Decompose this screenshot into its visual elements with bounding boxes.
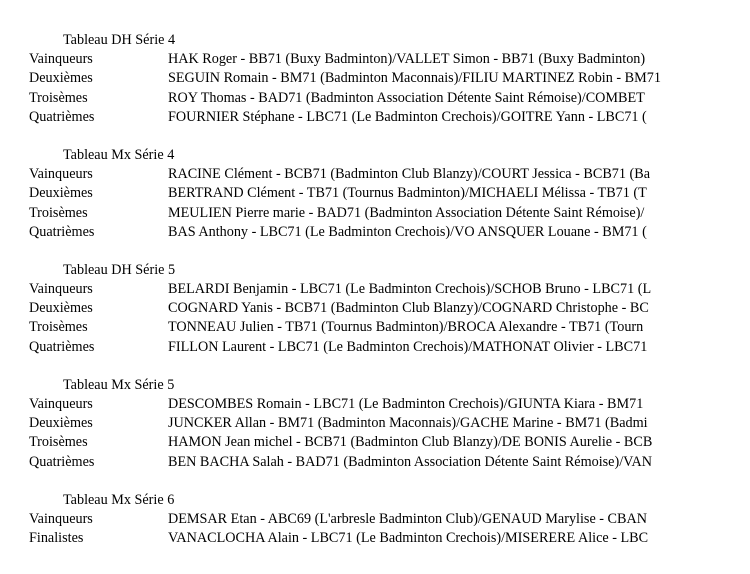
results-document <box>0 31 750 567</box>
section-dh-serie-4 <box>0 31 750 127</box>
players-value: BERTRAND Clément - TB71 (Tournus Badminton)/MICHAELI Mélissa - TB71 (T <box>168 185 647 202</box>
rank-label: Deuxièmes <box>29 185 93 202</box>
result-row <box>0 395 750 414</box>
rank-label: Deuxièmes <box>29 70 93 87</box>
players-value: ROY Thomas - BAD71 (Badminton Association Détente Saint Rémoise)/COMBET <box>168 89 645 106</box>
result-row <box>0 529 750 548</box>
rank-label: Quatrièmes <box>29 108 95 125</box>
section-mx-serie-6 <box>0 491 750 549</box>
result-row <box>0 50 750 69</box>
players-value: DEMSAR Etan - ABC69 (L'arbresle Badminton Club)/GENAUD Marylise - CBAN <box>168 510 647 527</box>
rank-label: Finalistes <box>29 530 84 547</box>
result-row <box>0 338 750 357</box>
players-value: JUNCKER Allan - BM71 (Badminton Maconnais)/GACHE Marine - BM71 (Badmi <box>168 415 648 432</box>
rank-label: Vainqueurs <box>29 281 93 298</box>
section-title: Tableau DH Série 4 <box>63 32 176 48</box>
result-row <box>0 223 750 242</box>
result-row <box>0 280 750 299</box>
rank-label: Troisèmes <box>29 319 88 336</box>
result-row <box>0 204 750 223</box>
result-row <box>0 510 750 529</box>
rank-label: Quatrièmes <box>29 338 95 355</box>
rank-label: Troisèmes <box>29 204 88 221</box>
rank-label: Deuxièmes <box>29 300 93 317</box>
rank-label: Vainqueurs <box>29 510 93 527</box>
section-mx-serie-4 <box>0 146 750 242</box>
players-value: BELARDI Benjamin - LBC71 (Le Badminton Crechois)/SCHOB Bruno - LBC71 (L <box>168 281 652 298</box>
rank-label: Troisèmes <box>29 89 88 106</box>
rank-label: Troisèmes <box>29 434 88 451</box>
result-row <box>0 414 750 433</box>
result-row <box>0 453 750 472</box>
rank-label: Vainqueurs <box>29 51 93 68</box>
players-value: SEGUIN Romain - BM71 (Badminton Maconnais)/FILIU MARTINEZ Robin - BM71 <box>168 70 661 87</box>
result-row <box>0 165 750 184</box>
players-value: MEULIEN Pierre marie - BAD71 (Badminton Association Détente Saint Rémoise)/ <box>168 204 645 221</box>
result-row <box>0 69 750 88</box>
rank-label: Quatrièmes <box>29 223 95 240</box>
players-value: VANACLOCHA Alain - LBC71 (Le Badminton Crechois)/MISERERE Alice - LBC <box>168 530 649 547</box>
players-value: DESCOMBES Romain - LBC71 (Le Badminton Crechois)/GIUNTA Kiara - BM71 <box>168 396 644 412</box>
result-row <box>0 318 750 337</box>
players-value: HAK Roger - BB71 (Buxy Badminton)/VALLET Simon - BB71 (Buxy Badminton) <box>168 51 646 68</box>
players-value: HAMON Jean michel - BCB71 (Badminton Club Blanzy)/DE BONIS Aurelie - BCB <box>168 434 653 451</box>
players-value: BAS Anthony - LBC71 (Le Badminton Crechois)/VO ANSQUER Louane - BM71 ( <box>168 223 647 240</box>
players-value: COGNARD Yanis - BCB71 (Badminton Club Blanzy)/COGNARD Christophe - BC <box>168 300 649 317</box>
section-title: Tableau DH Série 5 <box>63 261 176 278</box>
players-value: FILLON Laurent - LBC71 (Le Badminton Crechois)/MATHONAT Olivier - LBC71 <box>168 338 648 355</box>
section-mx-serie-5 <box>0 376 750 472</box>
players-value: FOURNIER Stéphane - LBC71 (Le Badminton Crechois)/GOITRE Yann - LBC71 ( <box>168 108 647 125</box>
rank-label: Vainqueurs <box>29 166 93 183</box>
section-dh-serie-5 <box>0 261 750 357</box>
rank-label: Deuxièmes <box>29 415 93 432</box>
result-row <box>0 108 750 127</box>
section-title: Tableau Mx Série 4 <box>63 146 175 163</box>
result-row <box>0 299 750 318</box>
rank-label: Quatrièmes <box>29 453 95 470</box>
section-title: Tableau Mx Série 5 <box>63 376 175 393</box>
players-value: TONNEAU Julien - TB71 (Tournus Badminton)/BROCA Alexandre - TB71 (Tourn <box>168 319 644 336</box>
section-title: Tableau Mx Série 6 <box>63 491 175 508</box>
result-row <box>0 89 750 108</box>
players-value: BEN BACHA Salah - BAD71 (Badminton Association Détente Saint Rémoise)/VAN <box>168 453 653 470</box>
result-row <box>0 433 750 452</box>
rank-label: Vainqueurs <box>29 396 93 412</box>
players-value: RACINE Clément - BCB71 (Badminton Club Blanzy)/COURT Jessica - BCB71 (Ba <box>168 166 651 183</box>
result-row <box>0 184 750 203</box>
